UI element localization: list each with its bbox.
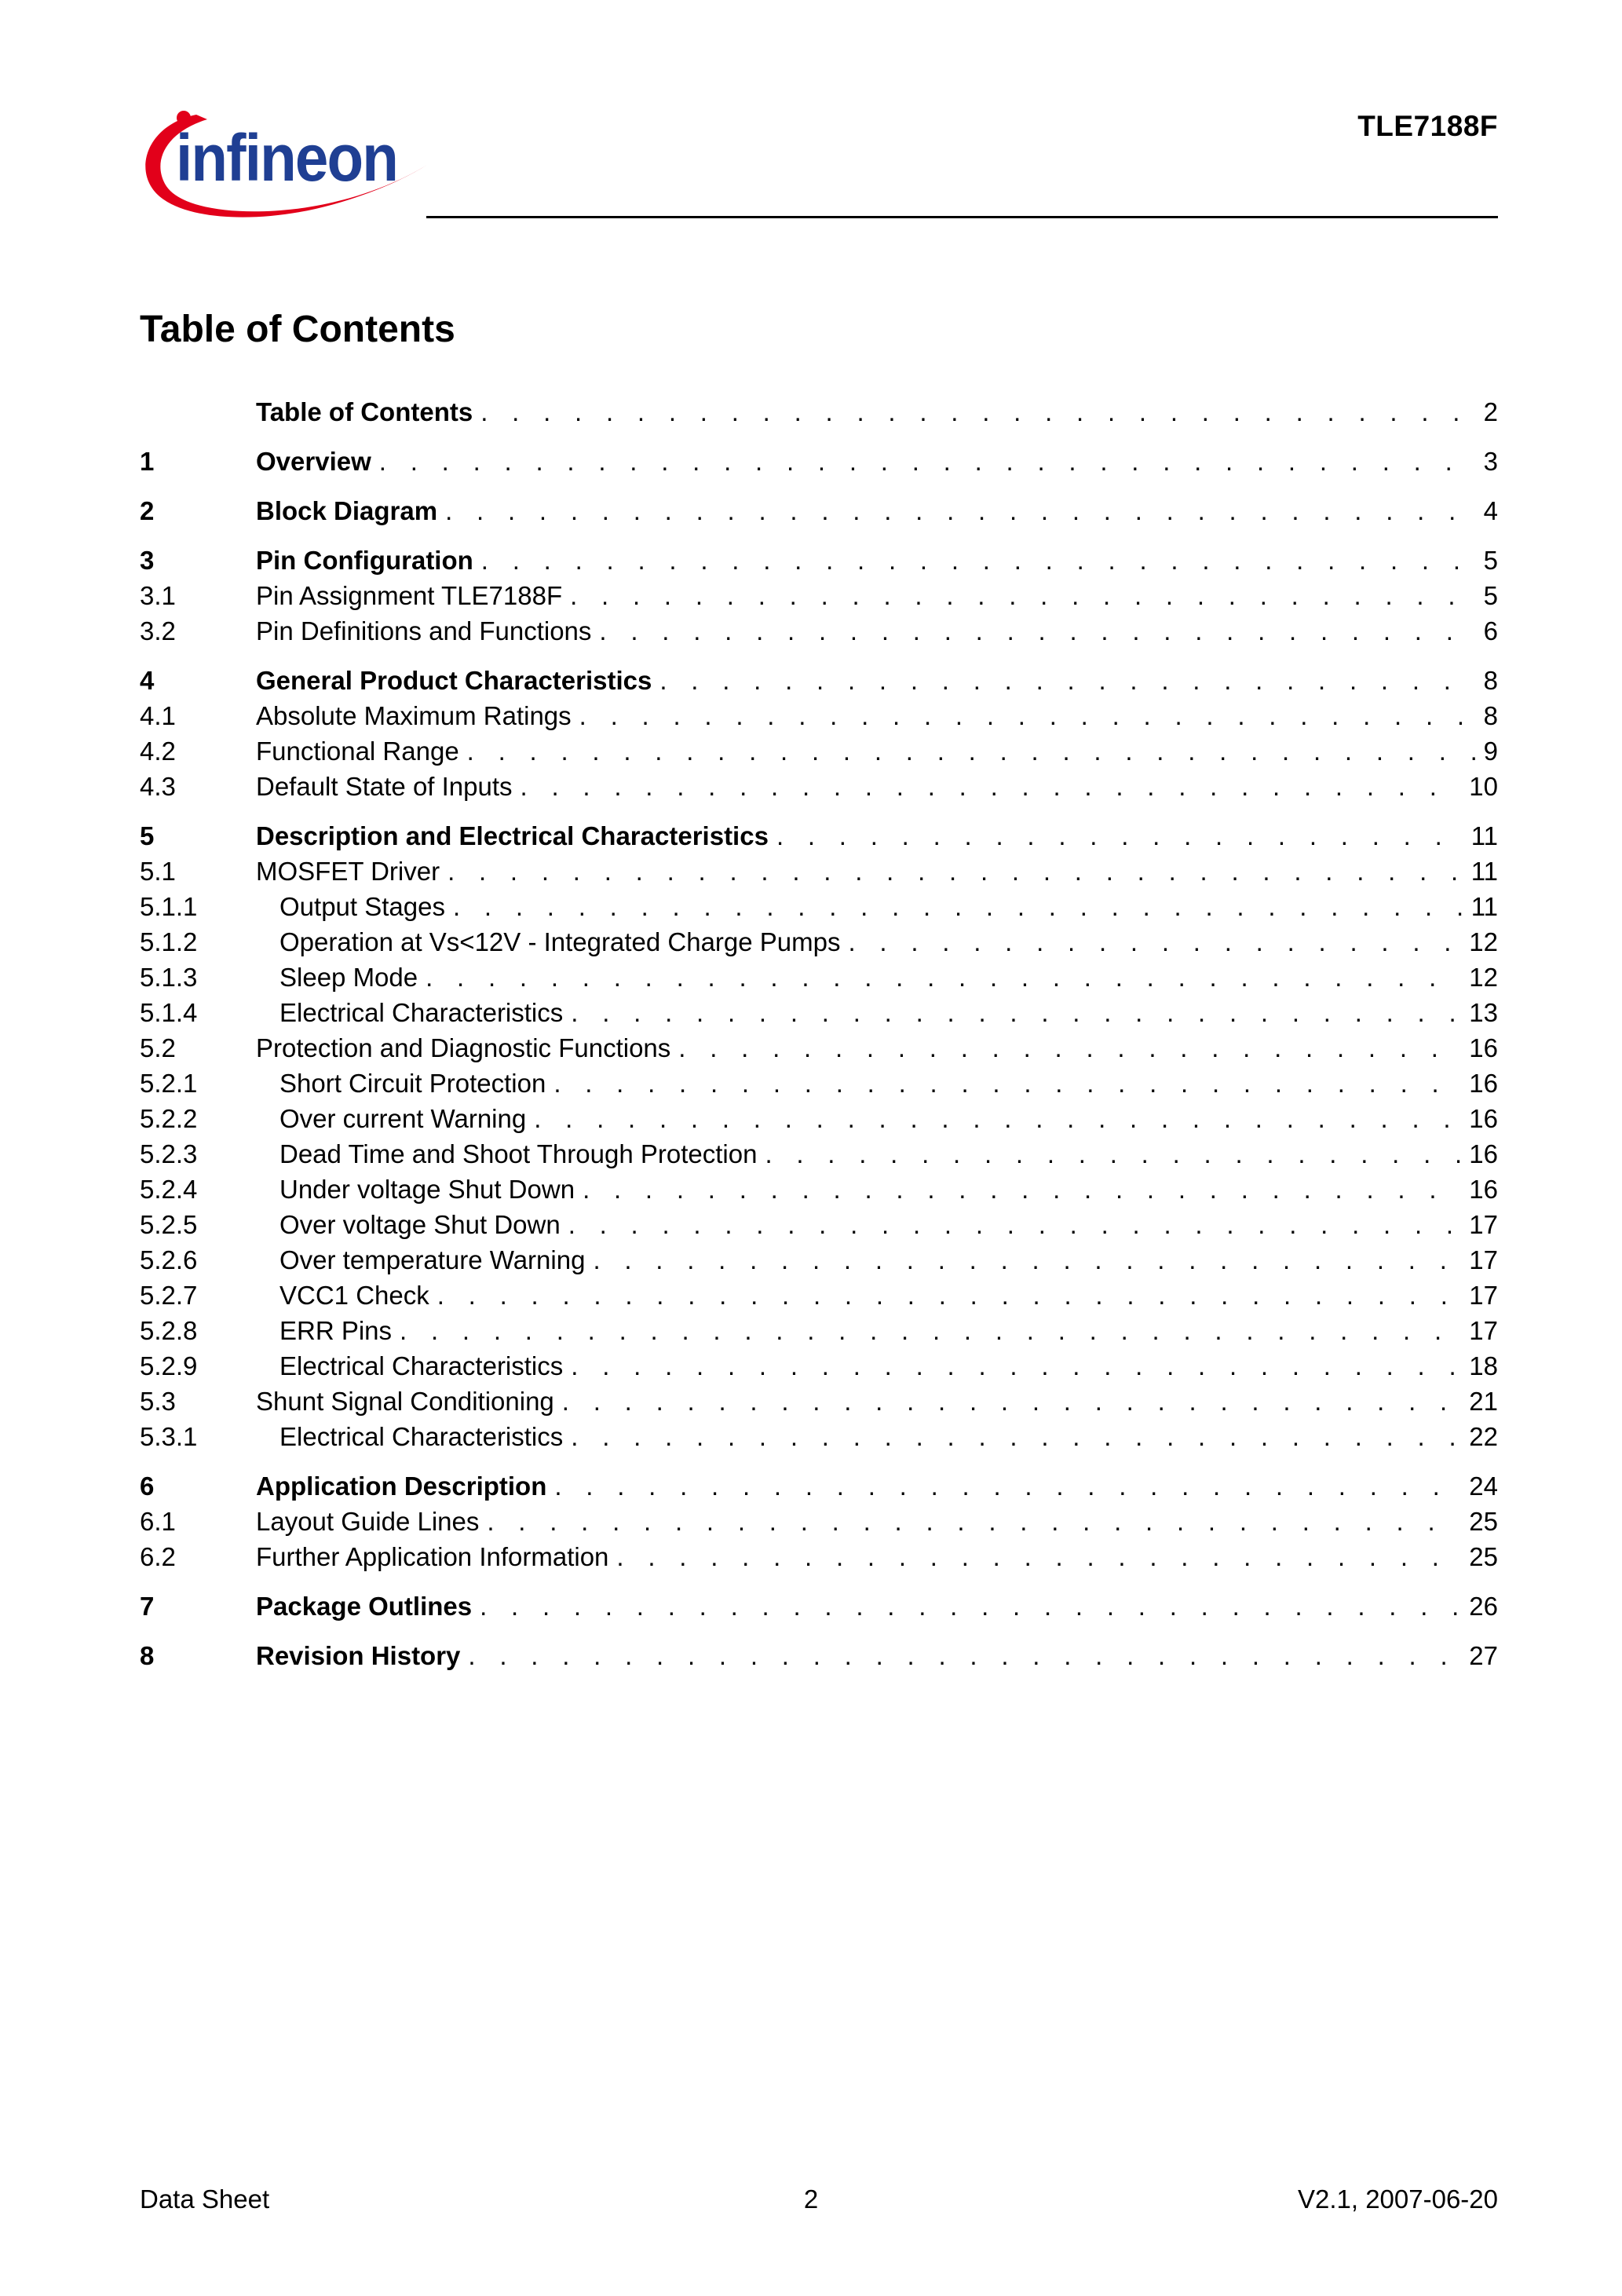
toc-entry[interactable] [140,1313,1498,1348]
toc-dot-leader [765,1136,1461,1172]
toc-entry-number: 1 [140,447,155,476]
toc-entry[interactable] [140,1030,1498,1066]
toc-dot-leader [379,444,1476,479]
toc-dot-leader [849,924,1462,960]
toc-dot-leader [448,854,1463,889]
toc-dot-leader [445,493,1476,528]
toc-entry-title[interactable]: Overview [256,447,371,476]
toc-entry[interactable] [140,960,1498,995]
header-divider [426,216,1498,218]
toc-entry[interactable] [140,493,1498,528]
toc-entry-title[interactable]: Pin Definitions and Functions [256,616,592,645]
toc-entry-number: 5.3 [140,1387,176,1416]
toc-entry-title[interactable]: Electrical Characteristics [279,998,564,1027]
toc-entry-title[interactable]: Default State of Inputs [256,772,513,801]
toc-entry-page[interactable]: 4 [1483,496,1498,525]
toc-dot-leader [467,733,1476,769]
toc-entry[interactable] [140,818,1498,854]
table-of-contents [140,394,1498,1673]
toc-entry-page[interactable]: 3 [1483,447,1498,476]
toc-entry-title[interactable]: Pin Configuration [256,546,473,575]
toc-entry[interactable] [140,1504,1498,1539]
toc-dot-leader [570,578,1476,613]
toc-entry-page[interactable]: 16 [1469,1069,1498,1098]
toc-entry-number: 3.1 [140,581,176,610]
toc-entry-title[interactable]: Output Stages [279,892,445,921]
toc-entry-page[interactable]: 24 [1469,1472,1498,1501]
toc-entry[interactable] [140,663,1498,698]
toc-entry-number: 5.1.3 [140,963,198,992]
toc-entry-number: 5.2.8 [140,1316,198,1345]
toc-entry-title[interactable]: Protection and Diagnostic Functions [256,1033,671,1062]
toc-entry-page[interactable]: 22 [1469,1422,1498,1451]
toc-entry-title[interactable]: Functional Range [256,737,459,766]
toc-entry[interactable] [140,1384,1498,1419]
toc-entry-title[interactable]: Operation at Vs<12V - Integrated Charge Pumps [279,927,841,956]
toc-dot-leader [468,1638,1461,1673]
toc-entry-page[interactable]: 11 [1470,857,1498,886]
toc-entry[interactable] [140,769,1498,804]
toc-dot-leader [571,1348,1461,1384]
toc-entry-title[interactable]: Pin Assignment TLE7188F [256,581,563,610]
toc-entry-title[interactable]: Over voltage Shut Down [279,1210,561,1239]
toc-entry-page[interactable]: 8 [1483,666,1498,695]
toc-entry-title[interactable]: Description and Electrical Characteristics [256,821,769,850]
toc-entry-number: 6 [140,1472,155,1501]
toc-dot-leader [481,543,1476,578]
toc-dot-leader [480,394,1475,430]
toc-entry[interactable] [140,444,1498,479]
toc-dot-leader [599,613,1475,649]
toc-entry-page[interactable]: 16 [1469,1175,1498,1204]
toc-entry[interactable] [140,613,1498,649]
toc-dot-leader [521,769,1462,804]
toc-entry-title[interactable]: MOSFET Driver [256,857,440,886]
toc-dot-leader [776,818,1463,854]
toc-dot-leader [480,1589,1461,1624]
toc-entry-title[interactable]: Over current Warning [279,1104,527,1133]
toc-entry[interactable] [140,578,1498,613]
toc-entry-page[interactable]: 11 [1470,892,1498,921]
toc-entry-title[interactable]: Further Application Information [256,1542,609,1571]
toc-entry-page[interactable]: 16 [1469,1033,1498,1062]
toc-entry-page[interactable]: 25 [1469,1507,1498,1536]
toc-dot-leader [554,1468,1461,1504]
toc-entry-page[interactable]: 6 [1483,616,1498,645]
toc-entry-title[interactable]: Table of Contents [256,397,473,426]
toc-entry[interactable] [140,1638,1498,1673]
toc-entry-number: 4.1 [140,701,176,730]
toc-entry-title[interactable]: Shunt Signal Conditioning [256,1387,554,1416]
toc-dot-leader [553,1066,1461,1101]
toc-entry-title[interactable]: Electrical Characteristics [279,1351,564,1380]
toc-entry-number: 5.2.9 [140,1351,198,1380]
toc-entry-number: 4.3 [140,772,176,801]
toc-entry-page[interactable]: 13 [1469,998,1498,1027]
toc-entry-number: 2 [140,496,155,525]
footer-document-type: Data Sheet [140,2184,270,2214]
toc-entry[interactable] [140,1468,1498,1504]
toc-entry-title[interactable]: Application Description [256,1472,547,1501]
toc-entry-number: 5.3.1 [140,1422,198,1451]
toc-entry-page[interactable]: 17 [1469,1245,1498,1274]
toc-entry-number: 3.2 [140,616,176,645]
toc-entry-page[interactable]: 8 [1483,701,1498,730]
toc-entry-title[interactable]: Absolute Maximum Ratings [256,701,572,730]
toc-entry-number: 4 [140,666,155,695]
toc-entry-title[interactable]: VCC1 Check [279,1281,429,1310]
toc-dot-leader [487,1504,1461,1539]
toc-entry-page[interactable]: 17 [1469,1210,1498,1239]
toc-entry-number: 5.2 [140,1033,176,1062]
footer-version-date: V2.1, 2007-06-20 [1297,2184,1498,2214]
toc-entry-page[interactable]: 25 [1469,1542,1498,1571]
toc-entry-page[interactable]: 27 [1469,1641,1498,1670]
toc-entry-page[interactable]: 21 [1469,1387,1498,1416]
toc-entry-title[interactable]: Sleep Mode [279,963,418,992]
toc-entry-number: 5.2.3 [140,1139,198,1168]
toc-entry-title[interactable]: Over temperature Warning [279,1245,586,1274]
toc-entry-number: 5.1.2 [140,927,198,956]
toc-dot-leader [571,1419,1461,1454]
toc-dot-leader [616,1539,1461,1574]
toc-entry[interactable] [140,1589,1498,1624]
toc-entry-number: 5.2.4 [140,1175,198,1204]
toc-dot-leader [534,1101,1461,1136]
toc-entry[interactable] [140,543,1498,578]
toc-entry-page[interactable]: 2 [1483,397,1498,426]
toc-entry-page[interactable]: 9 [1483,737,1498,766]
toc-entry-title[interactable]: Package Outlines [256,1592,473,1621]
toc-dot-leader [579,698,1476,733]
toc-dot-leader [583,1172,1461,1207]
toc-entry-number: 5.1.1 [140,892,198,921]
toc-entry-title[interactable]: ERR Pins [279,1316,393,1345]
toc-entry-page[interactable]: 16 [1469,1139,1498,1168]
toc-dot-leader [678,1030,1461,1066]
toc-entry[interactable] [140,1278,1498,1313]
page-title: Table of Contents [140,309,455,350]
toc-entry-title[interactable]: Short Circuit Protection [279,1069,546,1098]
toc-dot-leader [593,1242,1461,1278]
document-id: TLE7188F [1357,110,1498,142]
toc-dot-leader [426,960,1461,995]
toc-dot-leader [571,995,1461,1030]
toc-entry-title[interactable]: Block Diagram [256,496,438,525]
toc-entry-page[interactable]: 11 [1470,821,1498,850]
toc-entry-number: 4.2 [140,737,176,766]
toc-entry-number: 8 [140,1641,155,1670]
toc-entry-number: 5.1 [140,857,176,886]
toc-entry-page[interactable]: 10 [1469,772,1498,801]
toc-entry[interactable] [140,1066,1498,1101]
toc-entry-number: 5.2.6 [140,1245,198,1274]
toc-dot-leader [453,889,1463,924]
toc-entry[interactable] [140,889,1498,924]
toc-entry-page[interactable]: 5 [1483,581,1498,610]
toc-entry-page[interactable]: 12 [1469,927,1498,956]
logo-wordmark: infineon [176,121,397,195]
toc-entry[interactable] [140,1242,1498,1278]
toc-entry-number: 5 [140,821,155,850]
toc-entry-title[interactable]: Revision History [256,1641,461,1670]
toc-entry-number: 7 [140,1592,155,1621]
toc-entry-number: 5.1.4 [140,998,198,1027]
footer-page-number: 2 [803,2184,819,2214]
toc-entry-page[interactable]: 12 [1469,963,1498,992]
toc-entry[interactable] [140,394,1498,430]
toc-dot-leader [400,1313,1461,1348]
toc-entry[interactable] [140,733,1498,769]
toc-entry-number: 5.2.7 [140,1281,198,1310]
toc-entry-page[interactable]: 5 [1483,546,1498,575]
toc-entry[interactable] [140,924,1498,960]
toc-entry-number: 5.2.2 [140,1104,198,1133]
toc-dot-leader [659,663,1475,698]
toc-entry-title[interactable]: Layout Guide Lines [256,1507,480,1536]
toc-entry-number: 5.2.5 [140,1210,198,1239]
toc-entry[interactable] [140,1207,1498,1242]
toc-entry[interactable] [140,995,1498,1030]
infineon-logo [135,93,433,228]
toc-entry[interactable] [140,1101,1498,1136]
toc-dot-leader [437,1278,1462,1313]
toc-entry-page[interactable]: 17 [1469,1316,1498,1345]
toc-entry-number: 6.1 [140,1507,176,1536]
toc-dot-leader [568,1207,1462,1242]
toc-entry-page[interactable]: 18 [1469,1351,1498,1380]
toc-entry-number: 3 [140,546,155,575]
toc-entry[interactable] [140,1136,1498,1172]
toc-entry-title[interactable]: Dead Time and Shoot Through Protection [279,1139,758,1168]
toc-entry-page[interactable]: 26 [1469,1592,1498,1621]
toc-entry-page[interactable]: 16 [1469,1104,1498,1133]
toc-entry[interactable] [140,698,1498,733]
toc-dot-leader [562,1384,1462,1419]
toc-entry[interactable] [140,1419,1498,1454]
toc-entry[interactable] [140,854,1498,889]
toc-entry[interactable] [140,1348,1498,1384]
toc-entry-number: 6.2 [140,1542,176,1571]
toc-entry-title[interactable]: General Product Characteristics [256,666,652,695]
toc-entry-number: 5.2.1 [140,1069,198,1098]
toc-entry-title[interactable]: Electrical Characteristics [279,1422,564,1451]
toc-entry-page[interactable]: 17 [1469,1281,1498,1310]
toc-entry[interactable] [140,1172,1498,1207]
toc-entry[interactable] [140,1539,1498,1574]
toc-entry-title[interactable]: Under voltage Shut Down [279,1175,575,1204]
